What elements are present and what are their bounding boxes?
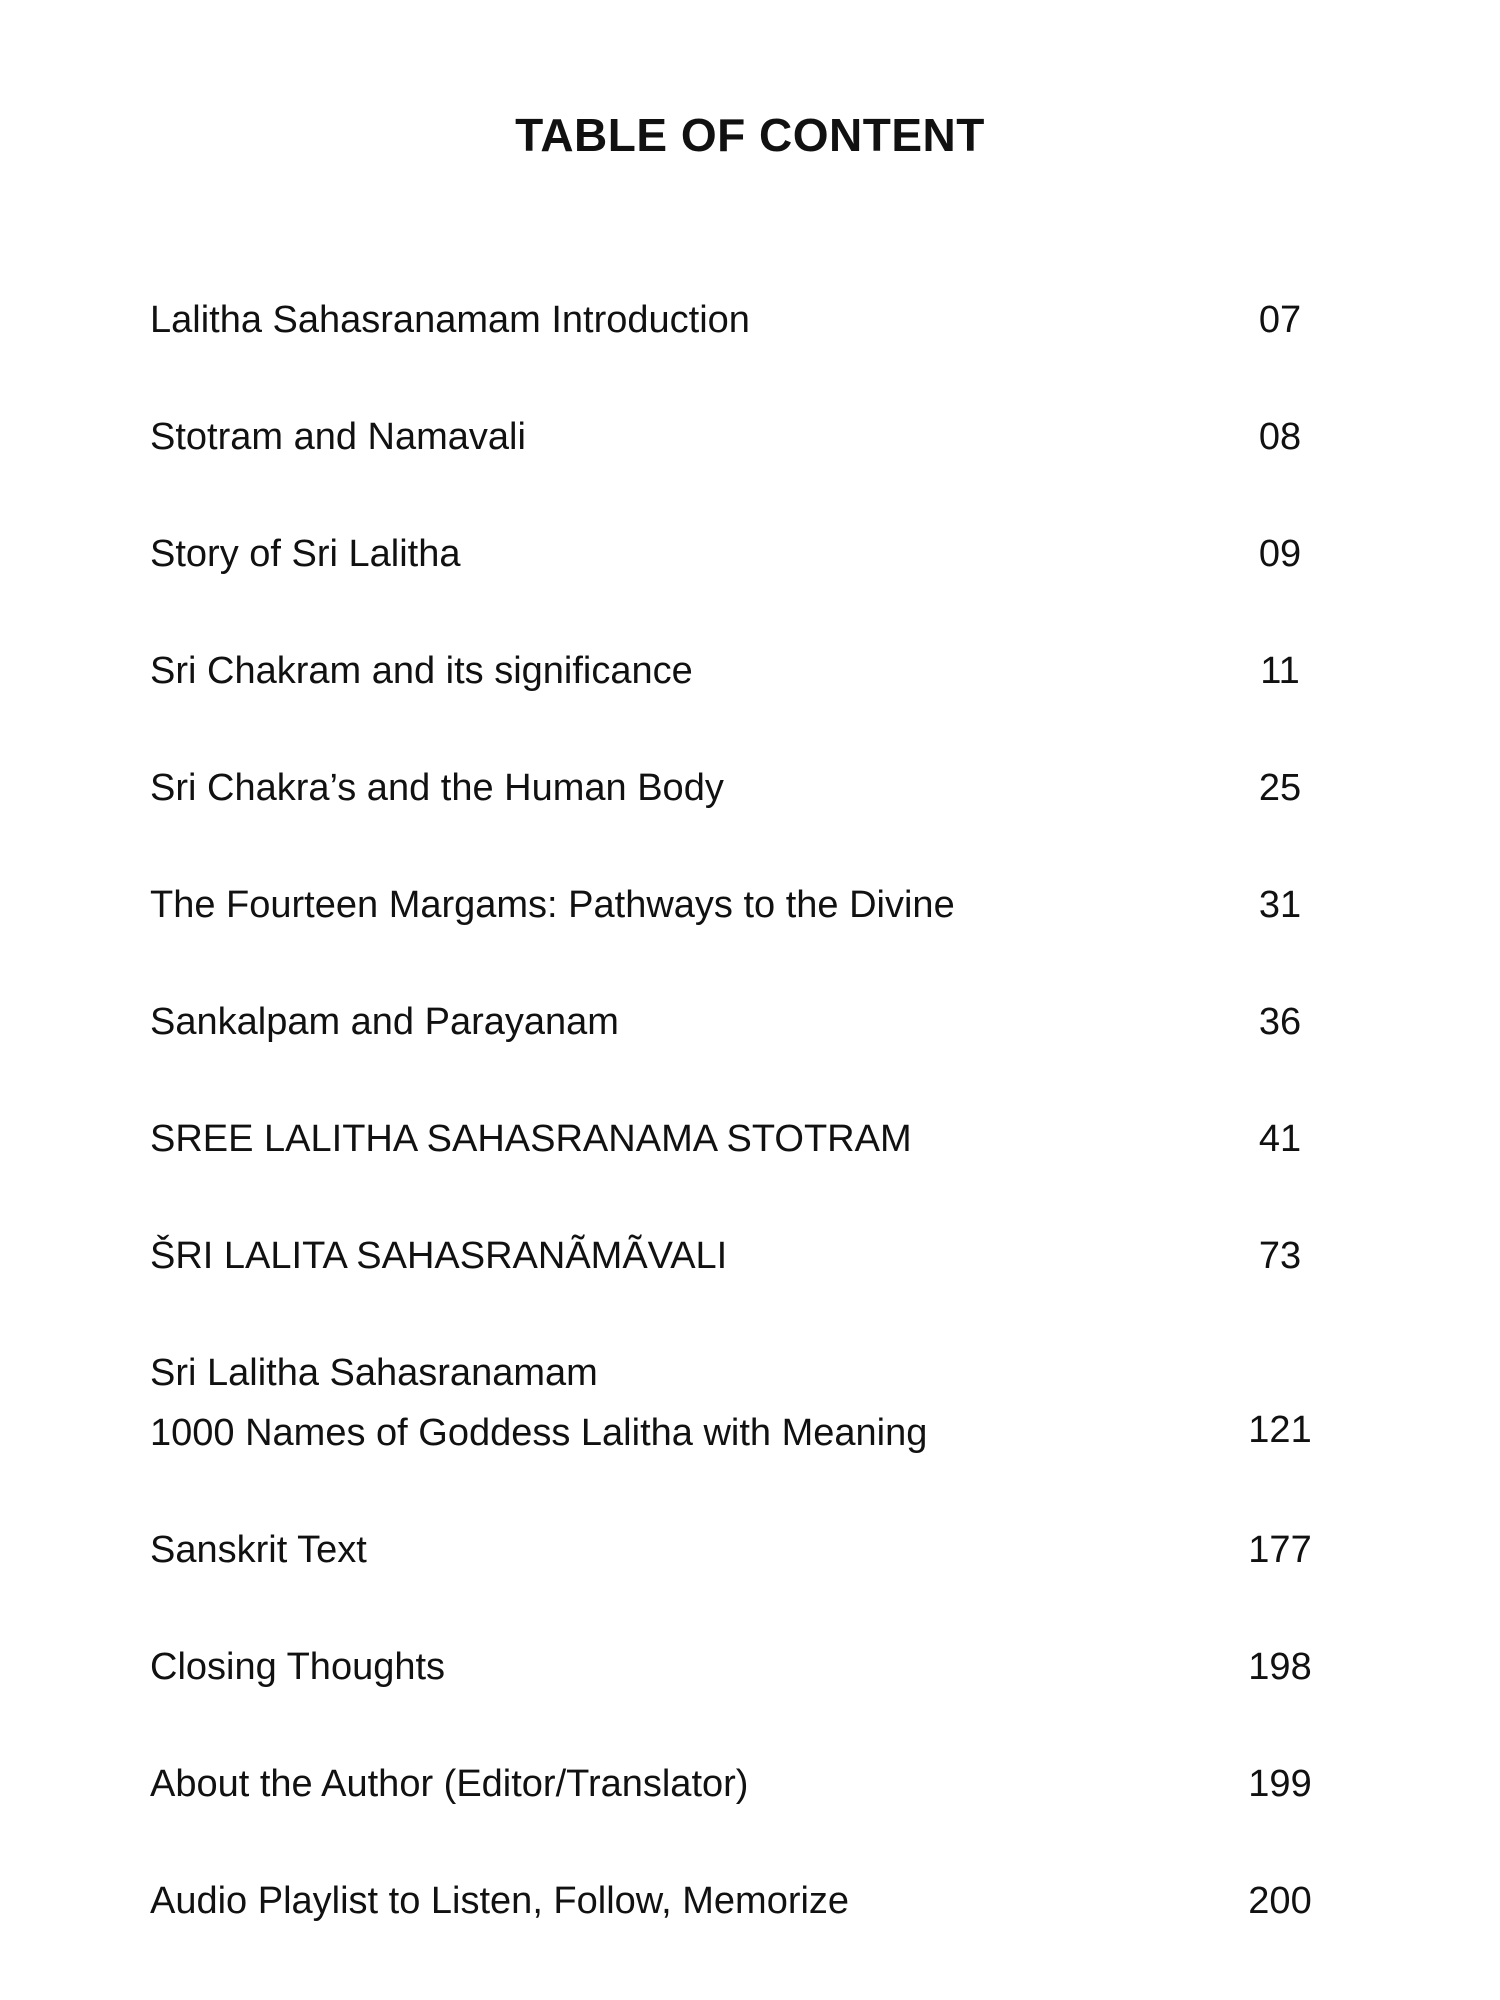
toc-entry-title: Story of Sri Lalitha bbox=[150, 533, 461, 575]
toc-entry-title bbox=[150, 1343, 1170, 1463]
toc-list bbox=[150, 290, 1350, 1988]
toc-entry-title: Stotram and Namavali bbox=[150, 416, 526, 458]
toc-entry-page: 11 bbox=[1260, 650, 1300, 692]
toc-entry bbox=[150, 641, 1350, 758]
toc-entry-title: Sri Chakram and its significance bbox=[150, 650, 693, 692]
toc-entry-title: Sanskrit Text bbox=[150, 1529, 367, 1571]
toc-entry-page: 07 bbox=[1258, 299, 1302, 341]
toc-entry-page: 31 bbox=[1258, 884, 1302, 926]
toc-entry-title: ŠRI LALITA SAHASRANÃMÃVALI bbox=[150, 1235, 728, 1277]
toc-entry-title: Lalitha Sahasranamam Introduction bbox=[150, 299, 750, 341]
toc-entry-title-line: 1000 Names of Goddess Lalitha with Meaning bbox=[150, 1412, 928, 1454]
toc-entry bbox=[150, 1226, 1350, 1343]
toc-entry bbox=[150, 875, 1350, 992]
toc-entry-page: 73 bbox=[1258, 1235, 1302, 1277]
toc-entry-page: 09 bbox=[1258, 533, 1302, 575]
toc-entry bbox=[150, 524, 1350, 641]
toc-entry-title: The Fourteen Margams: Pathways to the Divine bbox=[150, 884, 955, 926]
toc-entry-title: Sankalpam and Parayanam bbox=[150, 1001, 619, 1043]
toc-entry-page: 36 bbox=[1258, 1001, 1302, 1043]
page-title: TABLE OF CONTENT bbox=[515, 109, 985, 161]
toc-entry bbox=[150, 1343, 1350, 1520]
toc-entry bbox=[150, 758, 1350, 875]
toc-entry-page: 200 bbox=[1248, 1880, 1312, 1922]
toc-entry-title: Audio Playlist to Listen, Follow, Memorize bbox=[150, 1880, 850, 1922]
toc-entry bbox=[150, 1520, 1350, 1637]
toc-entry-title: SREE LALITHA SAHASRANAMA STOTRAM bbox=[150, 1118, 912, 1160]
toc-entry bbox=[150, 1871, 1350, 1988]
toc-entry-title: About the Author (Editor/Translator) bbox=[150, 1763, 749, 1805]
toc-entry-page: 25 bbox=[1258, 767, 1302, 809]
toc-entry-page: 177 bbox=[1248, 1529, 1312, 1571]
toc-entry bbox=[150, 407, 1350, 524]
toc-entry bbox=[150, 1109, 1350, 1226]
toc-entry bbox=[150, 1637, 1350, 1754]
toc-entry bbox=[150, 1754, 1350, 1871]
toc-entry-page: 41 bbox=[1258, 1118, 1302, 1160]
toc-entry-page: 121 bbox=[1248, 1409, 1312, 1451]
toc-entry-page: 198 bbox=[1248, 1646, 1312, 1688]
toc-entry-title: Sri Chakra’s and the Human Body bbox=[150, 767, 724, 809]
toc-entry-title: Closing Thoughts bbox=[150, 1646, 446, 1688]
toc-entry-page: 08 bbox=[1258, 416, 1302, 458]
toc-entry bbox=[150, 290, 1350, 407]
toc-entry bbox=[150, 992, 1350, 1109]
toc-entry-title-line: Sri Lalitha Sahasranamam bbox=[150, 1352, 598, 1394]
toc-entry-page: 199 bbox=[1248, 1763, 1312, 1805]
